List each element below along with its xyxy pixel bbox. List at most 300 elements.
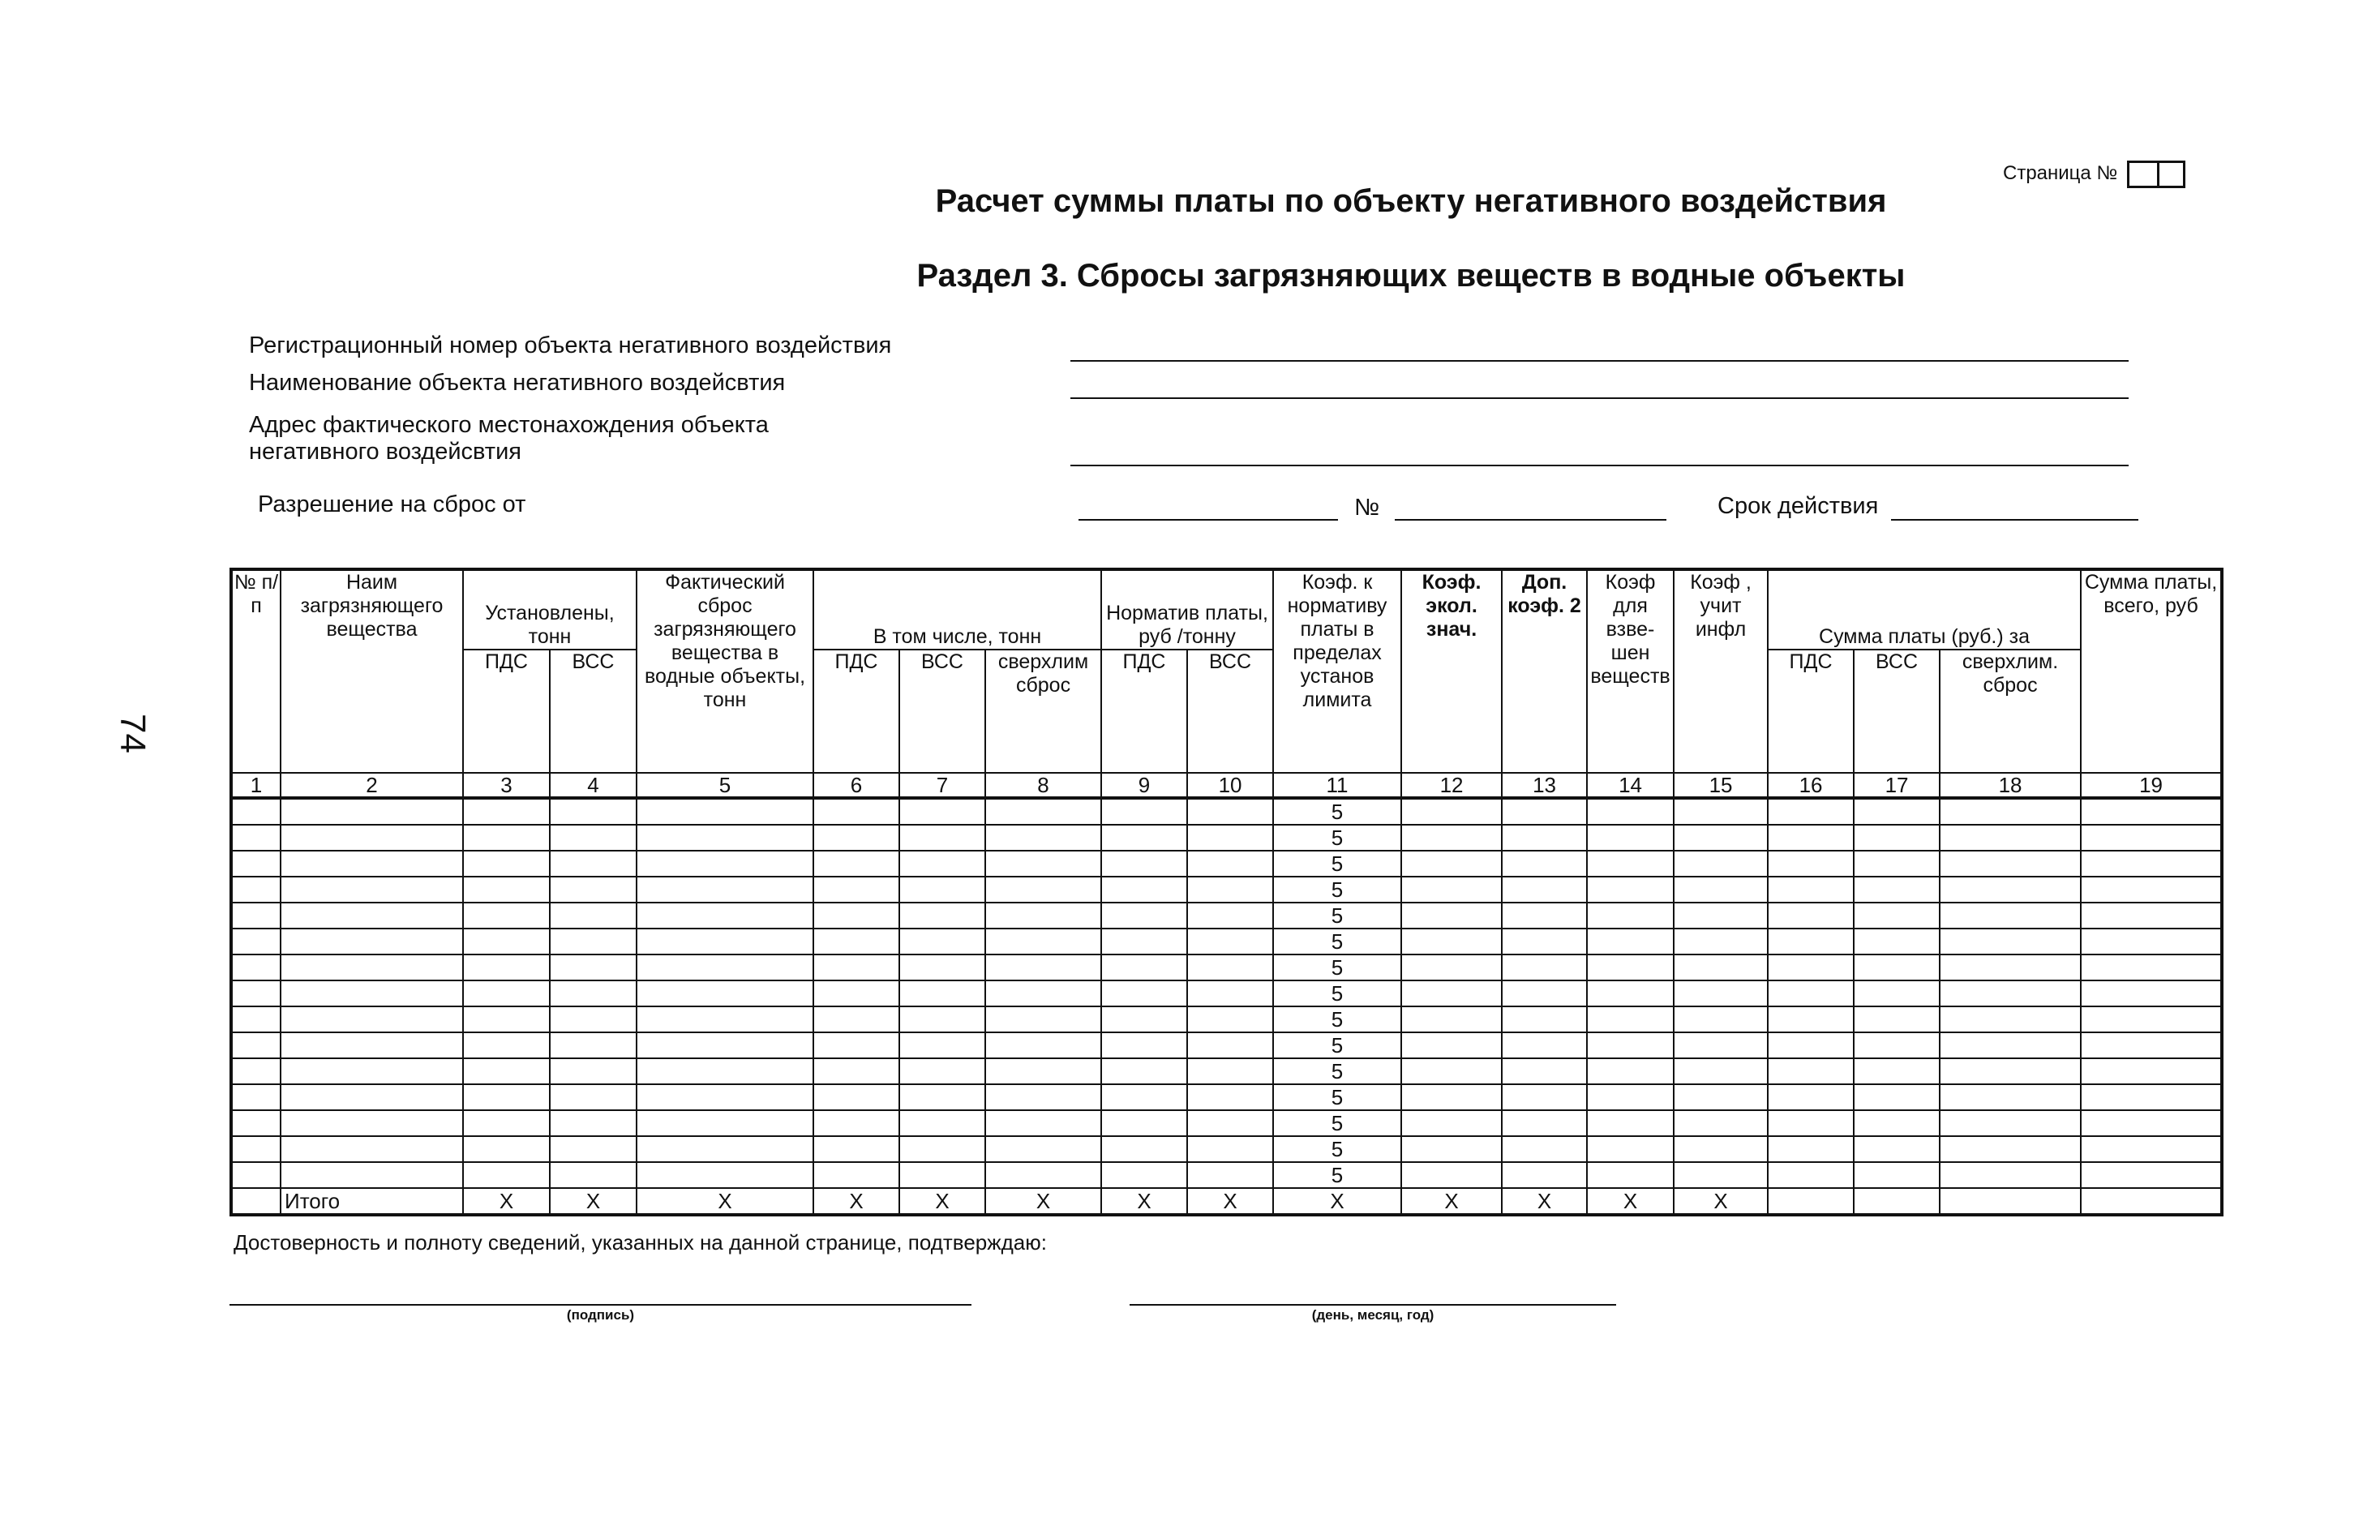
- table-cell[interactable]: [1940, 825, 2081, 851]
- table-cell[interactable]: [1854, 929, 1940, 954]
- table-cell[interactable]: [231, 1058, 281, 1084]
- table-cell[interactable]: [1401, 1006, 1502, 1032]
- table-cell[interactable]: [1674, 1006, 1768, 1032]
- table-cell[interactable]: [1101, 1110, 1187, 1136]
- total-cell[interactable]: [1854, 1188, 1940, 1215]
- table-cell[interactable]: [1854, 1136, 1940, 1162]
- table-cell[interactable]: [550, 903, 637, 929]
- table-cell[interactable]: [1187, 929, 1273, 954]
- table-cell[interactable]: [813, 851, 899, 877]
- table-cell[interactable]: [899, 825, 985, 851]
- table-cell[interactable]: [1940, 1032, 2081, 1058]
- table-cell[interactable]: [2081, 954, 2222, 980]
- signature-field[interactable]: [229, 1304, 971, 1306]
- table-cell[interactable]: [1502, 1058, 1587, 1084]
- table-cell[interactable]: [1401, 903, 1502, 929]
- table-cell[interactable]: [813, 1136, 899, 1162]
- table-cell[interactable]: [1401, 798, 1502, 825]
- table-cell[interactable]: [1940, 1006, 2081, 1032]
- table-cell[interactable]: [550, 1006, 637, 1032]
- table-cell[interactable]: [550, 825, 637, 851]
- table-cell[interactable]: [637, 877, 813, 903]
- table-cell[interactable]: [1674, 903, 1768, 929]
- table-cell[interactable]: [463, 954, 550, 980]
- table-cell[interactable]: [1674, 980, 1768, 1006]
- header-total-sum: Сумма платы, всего, руб: [2081, 569, 2222, 773]
- table-cell[interactable]: [281, 929, 463, 954]
- table-cell[interactable]: [550, 877, 637, 903]
- header-vss: ВСС: [899, 650, 985, 773]
- table-cell[interactable]: [1187, 980, 1273, 1006]
- table-cell[interactable]: [1101, 1136, 1187, 1162]
- table-cell[interactable]: [1187, 954, 1273, 980]
- table-cell[interactable]: [899, 1110, 985, 1136]
- table-cell[interactable]: [899, 929, 985, 954]
- table-cell[interactable]: [1502, 1032, 1587, 1058]
- table-cell[interactable]: [1401, 877, 1502, 903]
- table-cell[interactable]: [1401, 1136, 1502, 1162]
- table-cell[interactable]: [2081, 1032, 2222, 1058]
- table-cell[interactable]: [281, 1162, 463, 1188]
- table-cell[interactable]: [899, 903, 985, 929]
- table-cell[interactable]: [550, 1032, 637, 1058]
- table-cell[interactable]: [1768, 1058, 1854, 1084]
- table-cell[interactable]: [813, 1006, 899, 1032]
- table-cell[interactable]: [1674, 1058, 1768, 1084]
- table-cell[interactable]: [813, 954, 899, 980]
- coef-limit-value: 5: [1273, 877, 1401, 903]
- table-cell[interactable]: [281, 1136, 463, 1162]
- table-cell[interactable]: [1587, 903, 1674, 929]
- table-cell[interactable]: [2081, 1084, 2222, 1110]
- table-cell[interactable]: [2081, 980, 2222, 1006]
- table-cell[interactable]: [550, 1058, 637, 1084]
- table-cell[interactable]: [463, 1136, 550, 1162]
- table-cell[interactable]: [985, 980, 1101, 1006]
- table-cell[interactable]: [1674, 929, 1768, 954]
- table-cell[interactable]: [231, 1006, 281, 1032]
- table-cell[interactable]: [1940, 1084, 2081, 1110]
- table-cell[interactable]: [813, 877, 899, 903]
- table-cell[interactable]: [637, 980, 813, 1006]
- table-cell[interactable]: [550, 980, 637, 1006]
- table-cell[interactable]: [281, 903, 463, 929]
- table-cell[interactable]: [985, 851, 1101, 877]
- table-cell[interactable]: [231, 954, 281, 980]
- table-cell[interactable]: [463, 1162, 550, 1188]
- table-cell[interactable]: [1502, 851, 1587, 877]
- header-pds: ПДС: [1768, 650, 1854, 773]
- validity-label: Срок действия: [1717, 493, 1879, 519]
- table-cell[interactable]: [1854, 1006, 1940, 1032]
- table-cell[interactable]: [1401, 1084, 1502, 1110]
- table-cell[interactable]: [1940, 929, 2081, 954]
- table-cell[interactable]: [2081, 1110, 2222, 1136]
- table-cell[interactable]: [899, 1084, 985, 1110]
- table-cell[interactable]: [1587, 1136, 1674, 1162]
- table-cell[interactable]: [1502, 1084, 1587, 1110]
- x-mark: X: [899, 1188, 985, 1215]
- table-cell[interactable]: [1674, 1136, 1768, 1162]
- table-cell[interactable]: [1768, 1136, 1854, 1162]
- table-cell[interactable]: [463, 1084, 550, 1110]
- table-cell[interactable]: [281, 851, 463, 877]
- table-cell[interactable]: [985, 1110, 1101, 1136]
- table-cell[interactable]: [1101, 1058, 1187, 1084]
- total-cell[interactable]: [1940, 1188, 2081, 1215]
- table-cell[interactable]: [1674, 1032, 1768, 1058]
- table-cell[interactable]: [985, 798, 1101, 825]
- table-cell[interactable]: [550, 929, 637, 954]
- table-cell[interactable]: [463, 877, 550, 903]
- table-cell[interactable]: [899, 954, 985, 980]
- table-cell[interactable]: [1854, 1162, 1940, 1188]
- table-cell[interactable]: [1187, 1058, 1273, 1084]
- table-cell[interactable]: [1854, 1058, 1940, 1084]
- table-cell[interactable]: [1502, 798, 1587, 825]
- table-cell[interactable]: [463, 851, 550, 877]
- table-cell[interactable]: [1587, 877, 1674, 903]
- table-cell[interactable]: [281, 954, 463, 980]
- table-cell[interactable]: [1674, 798, 1768, 825]
- table-cell[interactable]: [985, 929, 1101, 954]
- table-cell[interactable]: [1187, 1032, 1273, 1058]
- table-cell[interactable]: [2081, 1162, 2222, 1188]
- table-cell[interactable]: [1674, 1110, 1768, 1136]
- table-cell[interactable]: [985, 825, 1101, 851]
- table-cell[interactable]: [1854, 954, 1940, 980]
- table-cell[interactable]: [1101, 877, 1187, 903]
- table-cell[interactable]: [637, 1084, 813, 1110]
- table-cell[interactable]: [463, 825, 550, 851]
- table-cell[interactable]: [1502, 825, 1587, 851]
- table-cell[interactable]: [281, 877, 463, 903]
- table-cell[interactable]: [281, 1058, 463, 1084]
- table-cell[interactable]: [1854, 980, 1940, 1006]
- total-cell[interactable]: [1768, 1188, 1854, 1215]
- table-cell[interactable]: [1401, 980, 1502, 1006]
- table-cell[interactable]: [1401, 825, 1502, 851]
- table-cell[interactable]: [550, 798, 637, 825]
- header-row-number: № п/п: [231, 569, 281, 773]
- table-cell[interactable]: [231, 1110, 281, 1136]
- table-cell[interactable]: [1101, 929, 1187, 954]
- table-cell[interactable]: [899, 877, 985, 903]
- object-name-field[interactable]: [1070, 397, 2129, 399]
- table-cell[interactable]: [637, 954, 813, 980]
- table-cell[interactable]: [637, 1006, 813, 1032]
- table-cell[interactable]: [1854, 877, 1940, 903]
- table-cell[interactable]: [813, 1162, 899, 1188]
- table-cell[interactable]: [1101, 798, 1187, 825]
- table-cell[interactable]: [463, 1110, 550, 1136]
- table-cell[interactable]: [899, 1006, 985, 1032]
- table-cell[interactable]: [1587, 1058, 1674, 1084]
- table-cell[interactable]: [1768, 980, 1854, 1006]
- table-cell[interactable]: [813, 929, 899, 954]
- x-mark: X: [985, 1188, 1101, 1215]
- table-cell[interactable]: [1768, 954, 1854, 980]
- table-cell[interactable]: [231, 851, 281, 877]
- table-cell[interactable]: [1674, 1162, 1768, 1188]
- table-cell[interactable]: [1187, 798, 1273, 825]
- table-cell[interactable]: [550, 1110, 637, 1136]
- date-field[interactable]: [1130, 1304, 1616, 1306]
- table-cell[interactable]: [899, 980, 985, 1006]
- table-cell[interactable]: [231, 929, 281, 954]
- section-title: Раздел 3. Сбросы загрязняющих веществ в водные объекты: [916, 258, 1906, 294]
- table-cell[interactable]: [1187, 877, 1273, 903]
- table-cell[interactable]: [1187, 903, 1273, 929]
- table-cell[interactable]: [813, 1032, 899, 1058]
- table-cell[interactable]: [985, 1084, 1101, 1110]
- table-cell[interactable]: [231, 1084, 281, 1110]
- table-cell[interactable]: [1502, 1110, 1587, 1136]
- table-cell[interactable]: [899, 1136, 985, 1162]
- table-cell[interactable]: [985, 1058, 1101, 1084]
- table-cell[interactable]: [813, 825, 899, 851]
- table-cell[interactable]: [899, 1032, 985, 1058]
- table-cell[interactable]: [550, 851, 637, 877]
- table-cell[interactable]: [463, 980, 550, 1006]
- validity-field[interactable]: [1891, 519, 2138, 521]
- table-cell[interactable]: [1768, 903, 1854, 929]
- table-cell[interactable]: [463, 1058, 550, 1084]
- table-cell[interactable]: [1768, 1162, 1854, 1188]
- table-cell[interactable]: [1940, 877, 2081, 903]
- table-cell[interactable]: [281, 1110, 463, 1136]
- table-cell[interactable]: [637, 825, 813, 851]
- table-cell[interactable]: [1940, 1162, 2081, 1188]
- table-cell[interactable]: [637, 1162, 813, 1188]
- table-cell[interactable]: [2081, 798, 2222, 825]
- table-cell[interactable]: [1768, 851, 1854, 877]
- table-cell[interactable]: [1940, 980, 2081, 1006]
- table-cell[interactable]: [1101, 1006, 1187, 1032]
- table-cell[interactable]: [231, 825, 281, 851]
- table-cell[interactable]: [550, 1084, 637, 1110]
- table-cell[interactable]: [2081, 1136, 2222, 1162]
- table-cell[interactable]: [637, 798, 813, 825]
- table-cell[interactable]: [813, 980, 899, 1006]
- table-cell[interactable]: [813, 1084, 899, 1110]
- table-cell[interactable]: [1940, 1110, 2081, 1136]
- table-cell[interactable]: [1502, 1136, 1587, 1162]
- table-cell[interactable]: [637, 1136, 813, 1162]
- reg-number-field[interactable]: [1070, 360, 2129, 362]
- table-cell[interactable]: [1502, 1162, 1587, 1188]
- table-cell[interactable]: [231, 980, 281, 1006]
- table-cell[interactable]: [899, 851, 985, 877]
- table-cell[interactable]: [1101, 825, 1187, 851]
- table-cell[interactable]: [1502, 877, 1587, 903]
- table-cell[interactable]: [463, 929, 550, 954]
- table-cell[interactable]: [1587, 1084, 1674, 1110]
- table-cell[interactable]: [2081, 1006, 2222, 1032]
- table-cell[interactable]: [1187, 1006, 1273, 1032]
- table-cell[interactable]: [1502, 980, 1587, 1006]
- table-row: [231, 929, 2222, 954]
- coef-limit-value: 5: [1273, 1110, 1401, 1136]
- table-cell[interactable]: [985, 1162, 1101, 1188]
- coef-limit-value: 5: [1273, 851, 1401, 877]
- table-cell[interactable]: [2081, 903, 2222, 929]
- table-cell[interactable]: [1587, 825, 1674, 851]
- table-cell[interactable]: [1674, 825, 1768, 851]
- table-cell[interactable]: [1502, 903, 1587, 929]
- table-cell[interactable]: [1768, 877, 1854, 903]
- table-cell[interactable]: [1401, 954, 1502, 980]
- table-cell[interactable]: [1187, 1084, 1273, 1110]
- table-cell[interactable]: [1768, 929, 1854, 954]
- table-cell[interactable]: [1940, 1136, 2081, 1162]
- table-cell[interactable]: [1502, 954, 1587, 980]
- table-cell[interactable]: [1187, 1110, 1273, 1136]
- table-cell[interactable]: [550, 1136, 637, 1162]
- table-cell[interactable]: [1502, 1006, 1587, 1032]
- table-cell[interactable]: [1674, 954, 1768, 980]
- table-cell[interactable]: [1587, 980, 1674, 1006]
- table-cell[interactable]: [985, 1006, 1101, 1032]
- table-cell[interactable]: [1401, 1162, 1502, 1188]
- table-cell[interactable]: [637, 1032, 813, 1058]
- table-cell[interactable]: [1854, 825, 1940, 851]
- table-cell[interactable]: [231, 1032, 281, 1058]
- table-cell[interactable]: [231, 1136, 281, 1162]
- table-cell[interactable]: [1768, 1084, 1854, 1110]
- table-cell[interactable]: [985, 1032, 1101, 1058]
- table-cell[interactable]: [1587, 1162, 1674, 1188]
- table-cell[interactable]: [1401, 929, 1502, 954]
- table-cell[interactable]: [1940, 903, 2081, 929]
- table-cell[interactable]: [281, 1084, 463, 1110]
- table-cell[interactable]: [1587, 1110, 1674, 1136]
- table-cell[interactable]: [813, 1058, 899, 1084]
- table-cell[interactable]: [2081, 1058, 2222, 1084]
- table-cell[interactable]: [1854, 1032, 1940, 1058]
- table-cell[interactable]: [1674, 851, 1768, 877]
- table-cell[interactable]: [1187, 1162, 1273, 1188]
- table-cell[interactable]: [1187, 1136, 1273, 1162]
- table-cell[interactable]: [281, 825, 463, 851]
- table-cell[interactable]: [1768, 1032, 1854, 1058]
- table-cell[interactable]: [1187, 825, 1273, 851]
- table-cell[interactable]: [637, 851, 813, 877]
- table-cell[interactable]: [1587, 954, 1674, 980]
- table-cell[interactable]: [1502, 929, 1587, 954]
- table-cell[interactable]: [2081, 929, 2222, 954]
- table-cell[interactable]: [1674, 877, 1768, 903]
- table-cell[interactable]: [1101, 980, 1187, 1006]
- table-cell[interactable]: [1674, 1084, 1768, 1110]
- side-page-number: 74: [113, 714, 152, 753]
- table-cell[interactable]: [463, 1006, 550, 1032]
- table-cell[interactable]: [1101, 903, 1187, 929]
- table-cell[interactable]: [1940, 954, 2081, 980]
- address-field[interactable]: [1070, 465, 2129, 466]
- table-cell[interactable]: [281, 1032, 463, 1058]
- table-cell[interactable]: [1401, 1110, 1502, 1136]
- table-cell[interactable]: [899, 1162, 985, 1188]
- table-cell[interactable]: [985, 1136, 1101, 1162]
- table-cell[interactable]: [985, 954, 1101, 980]
- table-cell[interactable]: [550, 1162, 637, 1188]
- table-cell[interactable]: [1854, 1110, 1940, 1136]
- table-cell[interactable]: [637, 1110, 813, 1136]
- table-cell[interactable]: [899, 1058, 985, 1084]
- table-cell[interactable]: [281, 798, 463, 825]
- table-cell[interactable]: [1587, 1006, 1674, 1032]
- table-cell[interactable]: [1940, 1058, 2081, 1084]
- table-cell[interactable]: [637, 1058, 813, 1084]
- table-cell[interactable]: [231, 798, 281, 825]
- table-cell[interactable]: [231, 1162, 281, 1188]
- table-cell[interactable]: [1101, 1032, 1187, 1058]
- table-cell[interactable]: [1854, 798, 1940, 825]
- table-cell[interactable]: [463, 903, 550, 929]
- table-cell[interactable]: [1101, 954, 1187, 980]
- table-cell[interactable]: [1587, 851, 1674, 877]
- table-cell[interactable]: [281, 980, 463, 1006]
- table-cell[interactable]: [2081, 825, 2222, 851]
- table-cell[interactable]: [2081, 877, 2222, 903]
- table-cell[interactable]: [1401, 1058, 1502, 1084]
- table-cell[interactable]: [985, 877, 1101, 903]
- table-cell[interactable]: [463, 798, 550, 825]
- table-cell[interactable]: [2081, 851, 2222, 877]
- table-cell[interactable]: [1768, 798, 1854, 825]
- table-cell[interactable]: [550, 954, 637, 980]
- x-mark: X: [813, 1188, 899, 1215]
- table-cell[interactable]: [1768, 1006, 1854, 1032]
- total-cell[interactable]: [2081, 1188, 2222, 1215]
- table-cell[interactable]: [637, 929, 813, 954]
- table-cell[interactable]: [463, 1032, 550, 1058]
- table-cell[interactable]: [1401, 1032, 1502, 1058]
- table-cell[interactable]: [281, 1006, 463, 1032]
- table-cell[interactable]: [1940, 798, 2081, 825]
- table-cell[interactable]: [1587, 1032, 1674, 1058]
- table-cell[interactable]: [231, 877, 281, 903]
- coef-limit-value: 5: [1273, 1084, 1401, 1110]
- column-number: 12: [1401, 773, 1502, 798]
- table-cell[interactable]: [985, 903, 1101, 929]
- table-cell[interactable]: [1101, 1084, 1187, 1110]
- table-cell[interactable]: [1854, 851, 1940, 877]
- table-cell[interactable]: [1587, 929, 1674, 954]
- permit-number-field[interactable]: [1395, 519, 1666, 521]
- table-cell[interactable]: [1854, 1084, 1940, 1110]
- table-cell[interactable]: [637, 903, 813, 929]
- table-cell[interactable]: [1101, 851, 1187, 877]
- table-cell[interactable]: [1854, 903, 1940, 929]
- table-cell[interactable]: [813, 1110, 899, 1136]
- table-cell[interactable]: [231, 903, 281, 929]
- table-cell[interactable]: [813, 798, 899, 825]
- permit-date-field[interactable]: [1079, 519, 1338, 521]
- table-cell[interactable]: [1587, 798, 1674, 825]
- table-cell[interactable]: [899, 798, 985, 825]
- table-cell[interactable]: [1101, 1162, 1187, 1188]
- table-cell[interactable]: [1187, 851, 1273, 877]
- column-numbers-row: [231, 773, 2222, 798]
- table-cell[interactable]: [1768, 1110, 1854, 1136]
- table-cell[interactable]: [1401, 851, 1502, 877]
- table-cell[interactable]: [1940, 851, 2081, 877]
- column-number: 2: [281, 773, 463, 798]
- table-cell[interactable]: [813, 903, 899, 929]
- table-cell[interactable]: [1768, 825, 1854, 851]
